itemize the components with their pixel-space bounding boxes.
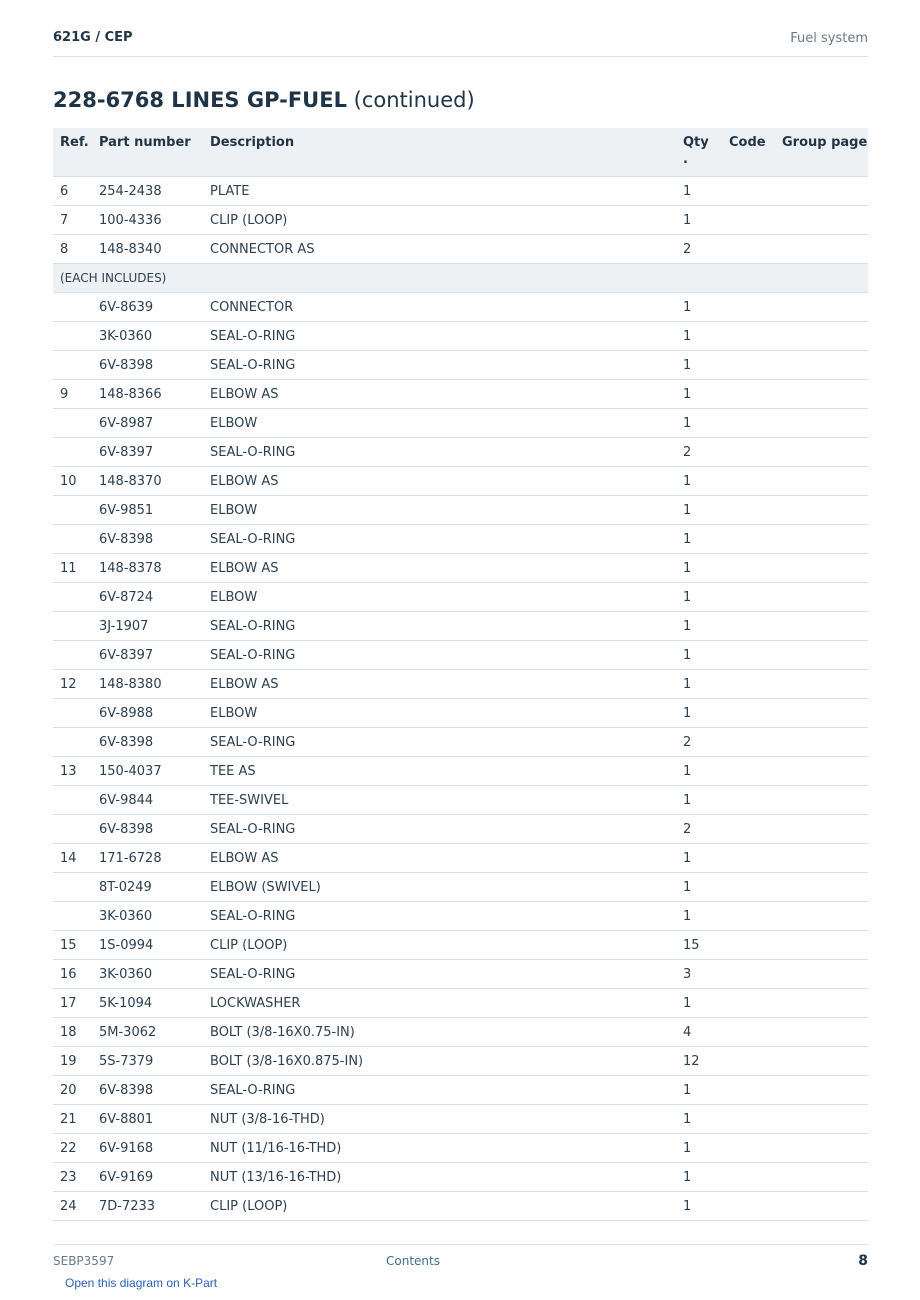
description-cell: SEAL-O-RING (210, 815, 683, 844)
qty-cell: 1 (683, 1163, 729, 1192)
group-page-cell (782, 844, 868, 873)
ref-cell (53, 322, 99, 351)
description-cell: ELBOW AS (210, 380, 683, 409)
ref-cell: 8 (53, 235, 99, 264)
page-title (53, 88, 475, 112)
qty-cell: 1 (683, 641, 729, 670)
part-number-cell: 6V-8398 (99, 351, 210, 380)
qty-cell: 15 (683, 931, 729, 960)
description-cell: TEE AS (210, 757, 683, 786)
ref-cell (53, 786, 99, 815)
part-number-cell: 254-2438 (99, 177, 210, 206)
table-row (53, 1134, 868, 1163)
group-page-cell (782, 380, 868, 409)
group-page-cell (782, 612, 868, 641)
description-cell: CLIP (LOOP) (210, 206, 683, 235)
table-row (53, 931, 868, 960)
code-cell (729, 467, 782, 496)
table-row (53, 583, 868, 612)
part-number-cell: 7D-7233 (99, 1192, 210, 1221)
description-cell: ELBOW AS (210, 844, 683, 873)
ref-cell: 19 (53, 1047, 99, 1076)
model-label: 621G / CEP (53, 30, 133, 45)
qty-cell: 1 (683, 583, 729, 612)
qty-cell: 1 (683, 206, 729, 235)
ref-cell: 20 (53, 1076, 99, 1105)
part-number-cell: 6V-9851 (99, 496, 210, 525)
part-number-cell: 6V-8639 (99, 293, 210, 322)
description-cell: SEAL-O-RING (210, 438, 683, 467)
description-cell: SEAL-O-RING (210, 1076, 683, 1105)
code-cell (729, 583, 782, 612)
group-page-cell (782, 989, 868, 1018)
group-page-cell (782, 177, 868, 206)
parts-table (53, 128, 868, 1221)
code-cell (729, 844, 782, 873)
table-row (53, 438, 868, 467)
table-row (53, 844, 868, 873)
group-page-cell (782, 786, 868, 815)
description-cell: NUT (3/8-16-THD) (210, 1105, 683, 1134)
group-page-cell (782, 583, 868, 612)
column-header-part-number: Part number (99, 128, 210, 177)
table-row (53, 873, 868, 902)
page-header (53, 28, 868, 57)
group-page-cell (782, 554, 868, 583)
code-cell (729, 728, 782, 757)
description-cell: NUT (11/16-16-THD) (210, 1134, 683, 1163)
group-page-cell (782, 873, 868, 902)
ref-cell (53, 409, 99, 438)
part-number-cell: 5K-1094 (99, 989, 210, 1018)
section-label: Fuel system (790, 31, 868, 46)
code-cell (729, 641, 782, 670)
ref-cell: 15 (53, 931, 99, 960)
part-number-cell: 6V-8397 (99, 438, 210, 467)
table-row (53, 641, 868, 670)
qty-cell: 1 (683, 670, 729, 699)
qty-cell: 1 (683, 989, 729, 1018)
qty-cell: 3 (683, 960, 729, 989)
table-row (53, 206, 868, 235)
code-cell (729, 380, 782, 409)
column-header-qty: Qty . (683, 128, 729, 177)
part-number-cell: 5M-3062 (99, 1018, 210, 1047)
description-cell: SEAL-O-RING (210, 525, 683, 554)
code-cell (729, 757, 782, 786)
code-cell (729, 293, 782, 322)
group-page-cell (782, 728, 868, 757)
ref-cell (53, 641, 99, 670)
ref-cell: 24 (53, 1192, 99, 1221)
ref-cell (53, 873, 99, 902)
code-cell (729, 1076, 782, 1105)
description-cell: SEAL-O-RING (210, 902, 683, 931)
qty-cell: 2 (683, 235, 729, 264)
group-page-cell (782, 1047, 868, 1076)
code-cell (729, 1192, 782, 1221)
code-cell (729, 902, 782, 931)
description-cell: BOLT (3/8-16X0.875-IN) (210, 1047, 683, 1076)
description-cell: SEAL-O-RING (210, 960, 683, 989)
part-number-cell: 6V-8724 (99, 583, 210, 612)
qty-cell: 1 (683, 467, 729, 496)
table-row (53, 525, 868, 554)
part-number-cell: 148-8370 (99, 467, 210, 496)
group-page-cell (782, 438, 868, 467)
group-page-cell (782, 206, 868, 235)
group-page-cell (782, 1018, 868, 1047)
part-number-cell: 6V-8398 (99, 728, 210, 757)
part-number-cell: 3J-1907 (99, 612, 210, 641)
part-number-cell: 6V-8801 (99, 1105, 210, 1134)
description-cell: CLIP (LOOP) (210, 931, 683, 960)
code-cell (729, 351, 782, 380)
note-cell: (EACH INCLUDES) (53, 264, 868, 293)
qty-cell: 1 (683, 380, 729, 409)
part-number-cell: 100-4336 (99, 206, 210, 235)
part-number-cell: 6V-9168 (99, 1134, 210, 1163)
ref-cell: 13 (53, 757, 99, 786)
table-row (53, 670, 868, 699)
group-page-cell (782, 409, 868, 438)
description-cell: PLATE (210, 177, 683, 206)
part-number-cell: 6V-8987 (99, 409, 210, 438)
qty-cell: 1 (683, 1134, 729, 1163)
part-number-cell: 150-4037 (99, 757, 210, 786)
group-page-cell (782, 322, 868, 351)
document-number: SEBP3597 (53, 1254, 115, 1268)
qty-cell: 1 (683, 844, 729, 873)
part-number-cell: 6V-9844 (99, 786, 210, 815)
part-number-cell: 148-8378 (99, 554, 210, 583)
qty-cell: 1 (683, 757, 729, 786)
qty-cell: 1 (683, 699, 729, 728)
code-cell (729, 612, 782, 641)
table-row (53, 1076, 868, 1105)
qty-cell: 1 (683, 786, 729, 815)
code-cell (729, 409, 782, 438)
code-cell (729, 960, 782, 989)
group-page-cell (782, 902, 868, 931)
table-row (53, 1163, 868, 1192)
code-cell (729, 670, 782, 699)
part-number-cell: 3K-0360 (99, 902, 210, 931)
table-row (53, 177, 868, 206)
table-row (53, 1018, 868, 1047)
code-cell (729, 206, 782, 235)
group-page-cell (782, 235, 868, 264)
qty-cell: 2 (683, 438, 729, 467)
table-row (53, 293, 868, 322)
qty-cell: 1 (683, 409, 729, 438)
ref-cell: 14 (53, 844, 99, 873)
description-cell: ELBOW (210, 496, 683, 525)
group-page-cell (782, 467, 868, 496)
group-page-cell (782, 815, 868, 844)
description-cell: SEAL-O-RING (210, 612, 683, 641)
ref-cell: 10 (53, 467, 99, 496)
code-cell (729, 815, 782, 844)
description-cell: ELBOW (210, 699, 683, 728)
table-row (53, 409, 868, 438)
code-cell (729, 1105, 782, 1134)
page-number: 8 (858, 1253, 868, 1269)
part-number-cell: 6V-9169 (99, 1163, 210, 1192)
code-cell (729, 1134, 782, 1163)
description-cell: ELBOW AS (210, 467, 683, 496)
qty-cell: 12 (683, 1047, 729, 1076)
column-header-ref: Ref. (53, 128, 99, 177)
part-number-cell: 148-8366 (99, 380, 210, 409)
page-title-main: 228-6768 LINES GP-FUEL (53, 88, 347, 112)
description-cell: CLIP (LOOP) (210, 1192, 683, 1221)
code-cell (729, 235, 782, 264)
table-row (53, 1047, 868, 1076)
ref-cell (53, 525, 99, 554)
description-cell: TEE-SWIVEL (210, 786, 683, 815)
table-row (53, 728, 868, 757)
qty-cell: 1 (683, 1076, 729, 1105)
table-row (53, 960, 868, 989)
part-number-cell: 6V-8988 (99, 699, 210, 728)
part-number-cell: 6V-8398 (99, 1076, 210, 1105)
table-note-row (53, 264, 868, 293)
part-number-cell: 3K-0360 (99, 960, 210, 989)
table-row (53, 699, 868, 728)
table-row (53, 496, 868, 525)
ref-cell: 9 (53, 380, 99, 409)
parts-table-body (53, 177, 868, 1221)
qty-cell: 1 (683, 1105, 729, 1134)
description-cell: ELBOW (210, 409, 683, 438)
qty-cell: 2 (683, 728, 729, 757)
table-row (53, 786, 868, 815)
description-cell: ELBOW AS (210, 554, 683, 583)
description-cell: NUT (13/16-16-THD) (210, 1163, 683, 1192)
group-page-cell (782, 670, 868, 699)
ref-cell (53, 583, 99, 612)
ref-cell (53, 351, 99, 380)
group-page-cell (782, 960, 868, 989)
qty-cell: 1 (683, 525, 729, 554)
qty-cell: 1 (683, 177, 729, 206)
ref-cell (53, 699, 99, 728)
table-row (53, 467, 868, 496)
page-footer (53, 1244, 868, 1275)
ref-cell (53, 612, 99, 641)
qty-cell: 1 (683, 496, 729, 525)
description-cell: ELBOW (SWIVEL) (210, 873, 683, 902)
qty-cell: 4 (683, 1018, 729, 1047)
code-cell (729, 177, 782, 206)
ref-cell (53, 293, 99, 322)
column-header-description: Description (210, 128, 683, 177)
description-cell: BOLT (3/8-16X0.75-IN) (210, 1018, 683, 1047)
table-row (53, 351, 868, 380)
description-cell: LOCKWASHER (210, 989, 683, 1018)
ref-cell (53, 815, 99, 844)
contents-link[interactable]: Contents (386, 1254, 440, 1268)
code-cell (729, 873, 782, 902)
qty-cell: 1 (683, 873, 729, 902)
code-cell (729, 554, 782, 583)
description-cell: CONNECTOR AS (210, 235, 683, 264)
part-number-cell: 5S-7379 (99, 1047, 210, 1076)
code-cell (729, 1163, 782, 1192)
code-cell (729, 438, 782, 467)
ref-cell (53, 438, 99, 467)
ref-cell: 6 (53, 177, 99, 206)
group-page-cell (782, 1192, 868, 1221)
table-row (53, 902, 868, 931)
part-number-cell: 3K-0360 (99, 322, 210, 351)
part-number-cell: 8T-0249 (99, 873, 210, 902)
qty-cell: 1 (683, 554, 729, 583)
code-cell (729, 786, 782, 815)
group-page-cell (782, 641, 868, 670)
page-title-suffix: (continued) (346, 88, 475, 112)
description-cell: CONNECTOR (210, 293, 683, 322)
code-cell (729, 496, 782, 525)
ref-cell (53, 902, 99, 931)
ref-cell (53, 728, 99, 757)
description-cell: SEAL-O-RING (210, 322, 683, 351)
table-row (53, 612, 868, 641)
ref-cell (53, 496, 99, 525)
ref-cell: 18 (53, 1018, 99, 1047)
table-row (53, 1192, 868, 1221)
group-page-cell (782, 1105, 868, 1134)
table-header-row (53, 128, 868, 177)
part-number-cell: 6V-8397 (99, 641, 210, 670)
code-cell (729, 322, 782, 351)
qty-cell: 2 (683, 815, 729, 844)
part-number-cell: 1S-0994 (99, 931, 210, 960)
ref-cell: 21 (53, 1105, 99, 1134)
group-page-cell (782, 496, 868, 525)
column-header-code: Code (729, 128, 782, 177)
table-row (53, 322, 868, 351)
description-cell: ELBOW (210, 583, 683, 612)
ref-cell: 17 (53, 989, 99, 1018)
group-page-cell (782, 1076, 868, 1105)
group-page-cell (782, 1134, 868, 1163)
group-page-cell (782, 699, 868, 728)
code-cell (729, 989, 782, 1018)
qty-cell: 1 (683, 612, 729, 641)
description-cell: SEAL-O-RING (210, 641, 683, 670)
table-row (53, 815, 868, 844)
group-page-cell (782, 757, 868, 786)
part-number-cell: 148-8380 (99, 670, 210, 699)
code-cell (729, 699, 782, 728)
description-cell: SEAL-O-RING (210, 728, 683, 757)
open-in-kpart-link[interactable]: Open this diagram on K-Part (65, 1276, 218, 1290)
group-page-cell (782, 931, 868, 960)
group-page-cell (782, 1163, 868, 1192)
table-row (53, 989, 868, 1018)
qty-cell: 1 (683, 902, 729, 931)
group-page-cell (782, 293, 868, 322)
part-number-cell: 148-8340 (99, 235, 210, 264)
code-cell (729, 525, 782, 554)
ref-cell: 22 (53, 1134, 99, 1163)
code-cell (729, 1047, 782, 1076)
table-row (53, 235, 868, 264)
qty-cell: 1 (683, 322, 729, 351)
part-number-cell: 6V-8398 (99, 525, 210, 554)
ref-cell: 16 (53, 960, 99, 989)
group-page-cell (782, 525, 868, 554)
ref-cell: 12 (53, 670, 99, 699)
group-page-cell (782, 351, 868, 380)
table-row (53, 380, 868, 409)
description-cell: ELBOW AS (210, 670, 683, 699)
code-cell (729, 1018, 782, 1047)
column-header-group-page: Group page (782, 128, 868, 177)
description-cell: SEAL-O-RING (210, 351, 683, 380)
qty-cell: 1 (683, 293, 729, 322)
qty-cell: 1 (683, 1192, 729, 1221)
table-row (53, 757, 868, 786)
ref-cell: 11 (53, 554, 99, 583)
ref-cell: 7 (53, 206, 99, 235)
table-row (53, 554, 868, 583)
code-cell (729, 931, 782, 960)
ref-cell: 23 (53, 1163, 99, 1192)
part-number-cell: 6V-8398 (99, 815, 210, 844)
table-row (53, 1105, 868, 1134)
qty-cell: 1 (683, 351, 729, 380)
part-number-cell: 171-6728 (99, 844, 210, 873)
